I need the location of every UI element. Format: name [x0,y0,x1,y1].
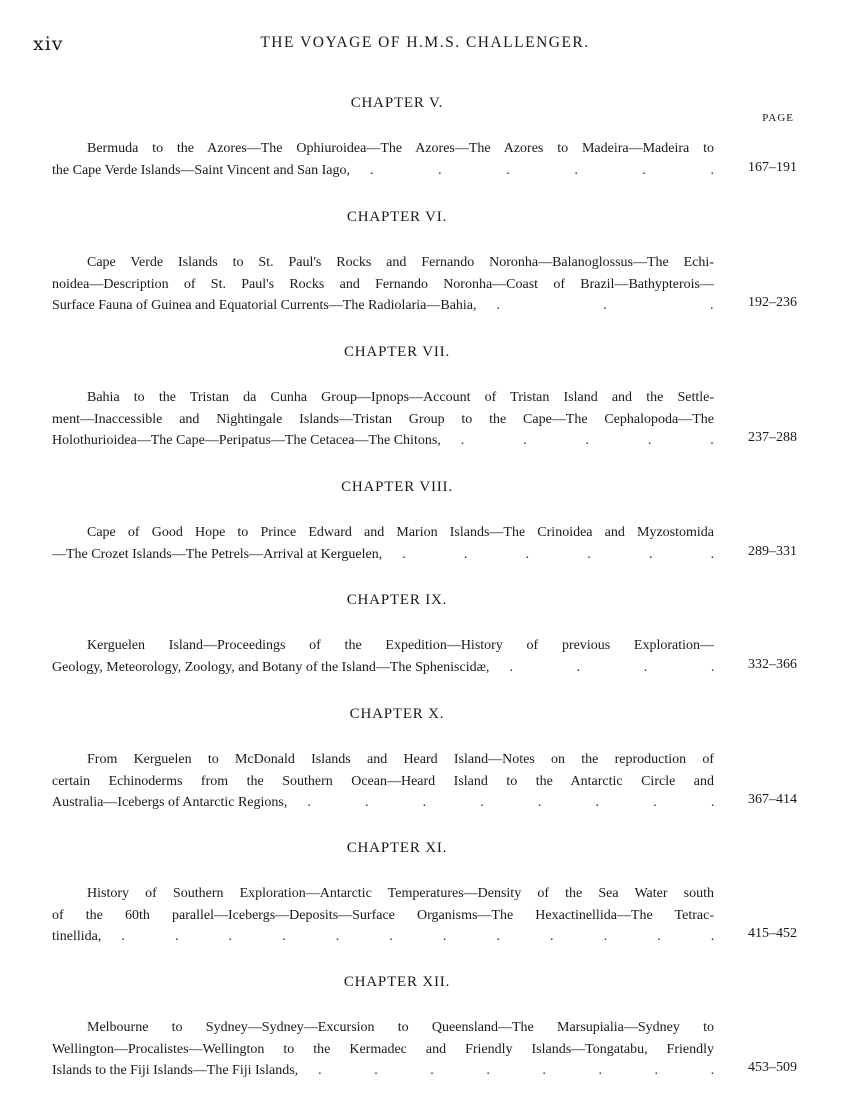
chapter-heading: CHAPTER XII. [343,974,451,990]
leader-dot: . [710,546,715,562]
page-range: 289–331 [748,543,797,559]
leader-dot: . [710,929,715,944]
leader-dot: . [389,929,393,944]
leader-dot: . [603,929,608,944]
leader-dot: . [710,795,715,810]
leader-dot: . [307,795,311,810]
leader-dot: . [574,162,578,178]
leader-dot: . [537,795,542,810]
leader-dot: . [374,1063,378,1078]
leader-dot: . [598,1063,602,1078]
summary-line: Bahia to the Tristan da Cunha Group—Ipnops—Account of Tristan Island and the Settle- [87,390,714,405]
leader-dot: . [442,929,447,944]
leader-dot: . [648,546,653,562]
summary-text: —The Crozet Islands—The Petrels—Arrival at Kerguelen, [52,546,383,562]
summary-line: History of Southern Exploration—Antarctic Temperatures—Density of the Sea Water south [87,886,714,901]
leader-dot: . [595,795,600,810]
page-range: 415–452 [748,926,797,941]
leader-dot: . [496,929,500,944]
leader-dot: . [542,1063,546,1078]
leader-dot: . [430,1063,434,1078]
leader-dot: . [480,795,484,810]
dot-leader [509,657,714,679]
chapter-summary [52,387,714,452]
summary-line [52,1060,714,1082]
chapter-summary [52,138,714,181]
leader-dot: . [463,546,468,562]
page-range: 367–414 [748,792,797,807]
chapter-summary [52,635,714,678]
dot-leader [370,160,714,182]
dot-leader [121,926,714,948]
summary-line: Cape Verde Islands to St. Paul's Rocks and Fernando Noronha—Balanoglossus—The Echi- [87,255,714,270]
leader-dot: . [438,162,442,178]
chapter-summary [52,883,714,948]
leader-dot: . [643,659,648,675]
summary-line [52,544,714,566]
page-number: xiv [33,33,64,55]
summary-text: Geology, Meteorology, Zoology, and Botany of the Island—The Spheniscidæ, [52,659,490,675]
summary-line: ment—Inaccessible and Nightingale Islands—Tristan Group to the Cape—The Cephalopoda—The [52,411,714,427]
leader-dot: . [642,162,646,178]
summary-line [52,295,714,317]
leader-dot: . [576,659,581,675]
leader-dot: . [506,162,510,178]
running-title: THE VOYAGE OF H.M.S. CHALLENGER. [260,34,590,51]
chapter-summary [52,522,714,565]
summary-text: Islands to the Fiji Islands—The Fiji Islands, [52,1063,299,1078]
dot-leader [318,1060,714,1082]
leader-dot: . [228,929,233,944]
summary-line [52,657,714,679]
leader-dot: . [370,162,374,178]
summary-line: of the 60th parallel—Icebergs—Deposits—Surface Organisms—The Hexactinellida—The Tetrac- [52,907,714,923]
page-range: 237–288 [748,430,797,445]
page-range: 453–509 [748,1060,797,1075]
leader-dot: . [710,298,714,313]
leader-dot: . [486,1063,490,1078]
leader-dot: . [585,433,590,448]
leader-dot: . [509,659,513,675]
page-column-label: PAGE [762,112,794,124]
summary-line [52,926,714,948]
leader-dot: . [710,1063,715,1078]
dot-leader [497,295,714,317]
leader-dot: . [654,1063,659,1078]
summary-line: Melbourne to Sydney—Sydney—Excursion to Queensland—The Marsupialia—Sydney to [87,1020,714,1035]
leader-dot: . [174,929,179,944]
summary-line: Kerguelen Island—Proceedings of the Expedition—History of previous Exploration— [87,638,714,653]
chapter-heading: CHAPTER VI. [346,209,448,225]
leader-dot: . [653,795,657,810]
leader-dot: . [282,929,286,944]
dot-leader [307,792,714,814]
summary-line: noidea—Description of St. Paul's Rocks and Fernando Noronha—Coast of Brazil—Bathypterois— [52,276,714,292]
chapter-heading: CHAPTER VII. [344,344,450,360]
summary-line: Bermuda to the Azores—The Ophiuroidea—The Azores—The Azores to Madeira—Madeira to [87,141,714,156]
chapter-heading: CHAPTER IX. [346,592,448,608]
leader-dot: . [364,795,369,810]
chapter-summary [52,749,714,814]
leader-dot: . [496,298,501,313]
leader-dot: . [460,433,465,448]
summary-line [52,160,714,182]
page-range: 332–366 [748,656,797,672]
leader-dot: . [422,795,427,810]
chapter-heading: CHAPTER VIII. [341,479,453,495]
leader-dot: . [318,1063,322,1078]
leader-dot: . [603,298,607,313]
dot-leader [402,544,714,566]
summary-line: certain Echinoderms from the Southern Ocean—Heard Island to the Antarctic Circle and [52,773,714,789]
summary-line [52,792,714,814]
leader-dot: . [710,659,715,675]
summary-text: Surface Fauna of Guinea and Equatorial Currents—The Radiolaria—Bahia, [52,298,477,313]
summary-line: Wellington—Procalistes—Wellington to the Kermadec and Friendly Islands—Tongatabu, Friendly [52,1041,714,1057]
leader-dot: . [657,929,661,944]
leader-dot: . [710,433,714,448]
leader-dot: . [402,546,406,562]
summary-line: From Kerguelen to McDonald Islands and Heard Island—Notes on the reproduction of [87,752,714,767]
summary-line: Cape of Good Hope to Prince Edward and Marion Islands—The Crinoidea and Myzostomida [87,525,714,540]
leader-dot: . [525,546,530,562]
page-range: 167–191 [748,159,797,175]
summary-text: Holothurioidea—The Cape—Peripatus—The Cetacea—The Chitons, [52,433,441,448]
chapter-heading: CHAPTER X. [349,706,445,722]
summary-text: the Cape Verde Islands—Saint Vincent and San Iago, [52,162,351,178]
chapter-heading: CHAPTER V. [350,95,444,111]
summary-line [52,430,714,452]
leader-dot: . [587,546,591,562]
leader-dot: . [550,929,554,944]
leader-dot: . [121,929,125,944]
summary-text: tinellida, [52,929,102,944]
chapter-summary [52,1017,714,1082]
summary-text: Australia—Icebergs of Antarctic Regions, [52,795,288,810]
leader-dot: . [647,433,652,448]
leader-dot: . [710,162,714,178]
leader-dot: . [335,929,340,944]
dot-leader [461,430,714,452]
leader-dot: . [523,433,527,448]
chapter-heading: CHAPTER XI. [346,840,448,856]
chapter-summary [52,252,714,317]
page-range: 192–236 [748,295,797,310]
